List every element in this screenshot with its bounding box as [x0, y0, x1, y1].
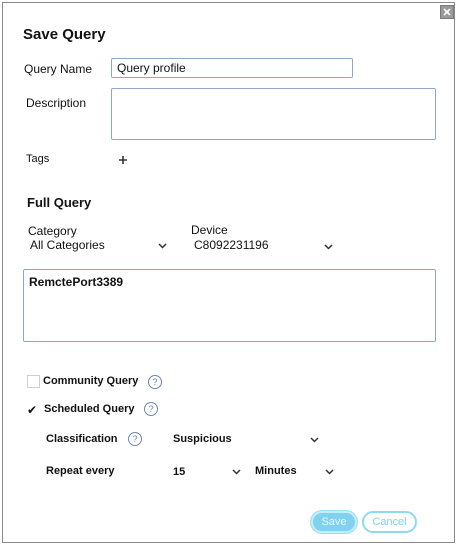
repeat-unit-value: Minutes: [255, 465, 297, 477]
repeat-interval-value: 15: [173, 466, 186, 478]
chevron-down-icon: [232, 469, 241, 475]
device-select[interactable]: [191, 238, 335, 254]
close-icon: [443, 8, 451, 16]
category-select[interactable]: [28, 238, 170, 254]
help-icon[interactable]: ?: [128, 432, 142, 446]
repeat-every-label: Repeat every: [46, 465, 115, 477]
category-value: All Categories: [30, 238, 105, 252]
dialog-title: Save Query: [23, 26, 106, 43]
device-value: C8092231196: [194, 238, 269, 252]
query-name-input[interactable]: [111, 58, 353, 78]
community-query-checkbox[interactable]: [27, 375, 40, 388]
close-button[interactable]: [440, 5, 454, 19]
help-icon[interactable]: ?: [148, 375, 162, 389]
full-query-title: Full Query: [27, 195, 92, 210]
classification-select[interactable]: [173, 433, 323, 449]
category-label: Category: [28, 224, 77, 238]
description-label: Description: [26, 96, 87, 110]
chevron-down-icon: [325, 469, 334, 475]
classification-label: Classification: [46, 433, 118, 445]
chevron-down-icon: [310, 437, 319, 443]
community-query-label: Community Query: [43, 375, 139, 387]
add-tag-button[interactable]: [118, 152, 128, 165]
repeat-interval-select[interactable]: [173, 466, 245, 482]
query-name-label: Query Name: [24, 62, 93, 76]
scheduled-query-label: Scheduled Query: [44, 403, 135, 415]
repeat-unit-select[interactable]: [255, 465, 335, 481]
cancel-button[interactable]: Cancel: [362, 511, 417, 533]
chevron-down-icon: [324, 244, 333, 250]
help-icon[interactable]: ?: [144, 402, 158, 416]
device-label: Device: [191, 223, 228, 237]
save-button[interactable]: Save: [311, 511, 357, 533]
plus-icon: [118, 155, 128, 165]
query-textarea[interactable]: RemctePort3389: [23, 269, 436, 342]
description-textarea[interactable]: [111, 88, 436, 140]
scheduled-query-checkbox[interactable]: ✔: [27, 403, 38, 417]
chevron-down-icon: [158, 243, 167, 249]
tags-label: Tags: [26, 153, 50, 165]
classification-value: Suspicious: [173, 433, 232, 445]
